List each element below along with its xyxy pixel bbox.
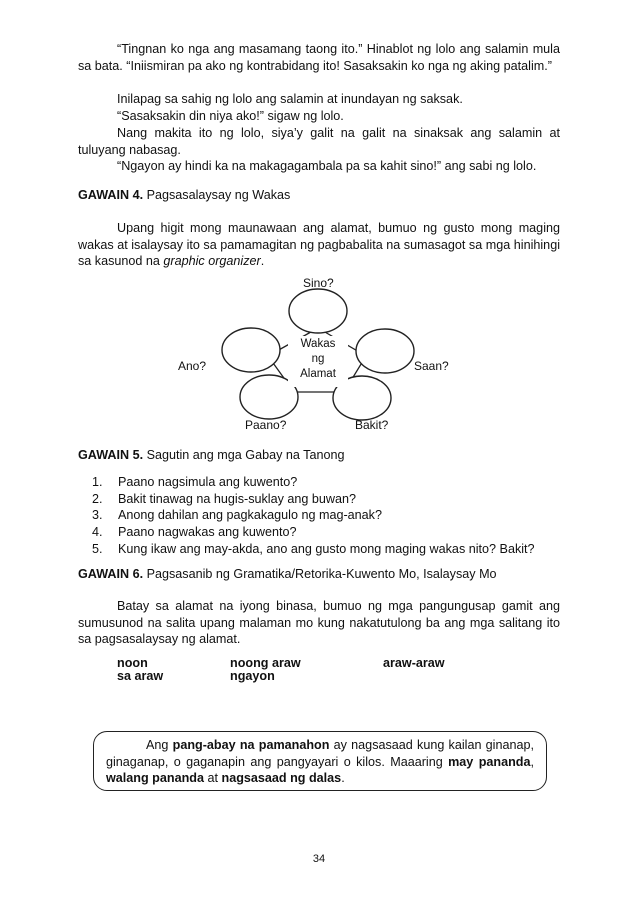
gawain6-heading (78, 566, 497, 583)
center-label-1: Wakas (300, 338, 336, 350)
note-text-1: Ang (146, 738, 173, 752)
gawain4-instruction-end: . (260, 254, 265, 269)
question-number: 2. (92, 491, 103, 506)
gawain5-title-text: Sagutin ang mga Gabay na Tanong (146, 448, 345, 462)
label-saan: Saan? (414, 359, 449, 373)
story-paragraph-5: “Ngayon ay hindi ka na makagagambala pa sa kahit sino!” ang sabi ng lolo. (117, 159, 537, 173)
word-noon: noon (117, 656, 148, 670)
story-paragraph-1: “Tingnan ko nga ang masamang taong ito.” Hinablot ng lolo ang salamin mula sa bata. “Iniismiran pa ako ng kontrabidang ito! Sasaksakin ko nga ng aking patalim.” (78, 42, 560, 73)
question-item (78, 474, 560, 491)
circle-sino (289, 289, 347, 333)
gawain4-title-text: Pagsasalaysay ng Wakas (146, 188, 291, 202)
note-bold-3: walang pananda (106, 771, 204, 786)
organizer-center-box (288, 336, 348, 387)
gawain5-title-bold: GAWAIN 5. (78, 448, 144, 462)
gawain5-heading (78, 447, 345, 464)
word-ngayon: ngayon (230, 669, 275, 683)
note-text-5: . (341, 771, 345, 786)
story-paragraph-4: Nang makita ito ng lolo, siya’y galit na galit na sinaksak ang salamin at tuluyang nabasag. (78, 126, 560, 157)
story-paragraph-3: “Sasaksakin din niya ako!” sigaw ng lolo. (117, 109, 344, 123)
label-paano: Paano? (245, 418, 287, 432)
question-item (78, 524, 560, 541)
question-text: Paano nagwakas ang kuwento? (118, 525, 297, 540)
gawain6-instruction: Batay sa alamat na iyong binasa, bumuo ng mga pangungusap gamit ang sumusunod na salita upang malaman mo kung nakatutulong ba ang mga salitang ito sa pagsasalaysay ng alamat. (78, 599, 560, 647)
story-paragraph-2: Inilapag sa sahig ng lolo ang salamin at inundayan ng saksak. (117, 92, 463, 106)
question-text: Kung ikaw ang may-akda, ano ang gusto mong maging wakas nito? Bakit? (118, 541, 535, 556)
gawain6-title-bold: GAWAIN 6. (78, 567, 144, 581)
question-number: 5. (92, 541, 103, 556)
question-item (78, 541, 560, 558)
gawain4-title-bold: GAWAIN 4. (78, 188, 144, 202)
gawain4-instruction-emphasis: graphic organizer (163, 254, 261, 269)
question-number: 3. (92, 508, 103, 523)
center-label-2: ng (311, 353, 325, 365)
gawain6-title-text: Pagsasanib ng Gramatika/Retorika-Kuwento Mo, Isalaysay Mo (146, 567, 497, 581)
question-text: Anong dahilan ang pagkakagulo ng mag-anak? (118, 508, 382, 523)
note-text-4: at (203, 771, 222, 786)
circle-ano (222, 328, 280, 372)
note-bold-4: nagsasaad ng dalas (221, 771, 342, 786)
question-item (78, 507, 560, 524)
question-item (78, 491, 560, 508)
note-text-3: , (530, 754, 534, 769)
label-ano: Ano? (178, 359, 207, 373)
question-text: Paano nagsimula ang kuwento? (118, 475, 298, 489)
page-number: 34 (312, 853, 326, 865)
note-box (93, 731, 547, 791)
note-text-2: ay nagsasaad kung kailan ginanap, ginaganap, o gaganapin ang pangyayari o kilos. Maaaring (106, 738, 534, 769)
label-sino: Sino? (303, 276, 334, 290)
question-text: Bakit tinawag na hugis-suklay ang buwan? (118, 491, 357, 506)
center-label-3: Alamat (300, 368, 336, 380)
label-bakit: Bakit? (355, 418, 389, 432)
question-list (78, 474, 560, 558)
note-bold-2: may pananda (448, 754, 531, 769)
question-number: 1. (92, 475, 103, 489)
word-sa-araw: sa araw (117, 669, 164, 683)
circle-saan (356, 329, 414, 373)
word-araw-araw: araw-araw (383, 656, 445, 670)
question-number: 4. (92, 525, 103, 540)
gawain4-instruction-text: Upang higit mong maunawaan ang alamat, bumuo ng gusto mong maging wakas at isalaysay ito sa pamamagitan ng pagbabalita na sumasagot sa mga hinihingi sa kasunod na (78, 221, 560, 269)
word-noong-araw: noong araw (230, 656, 301, 670)
note-bold-1: pang-abay na pamanahon (172, 738, 330, 752)
note-text (106, 737, 534, 787)
